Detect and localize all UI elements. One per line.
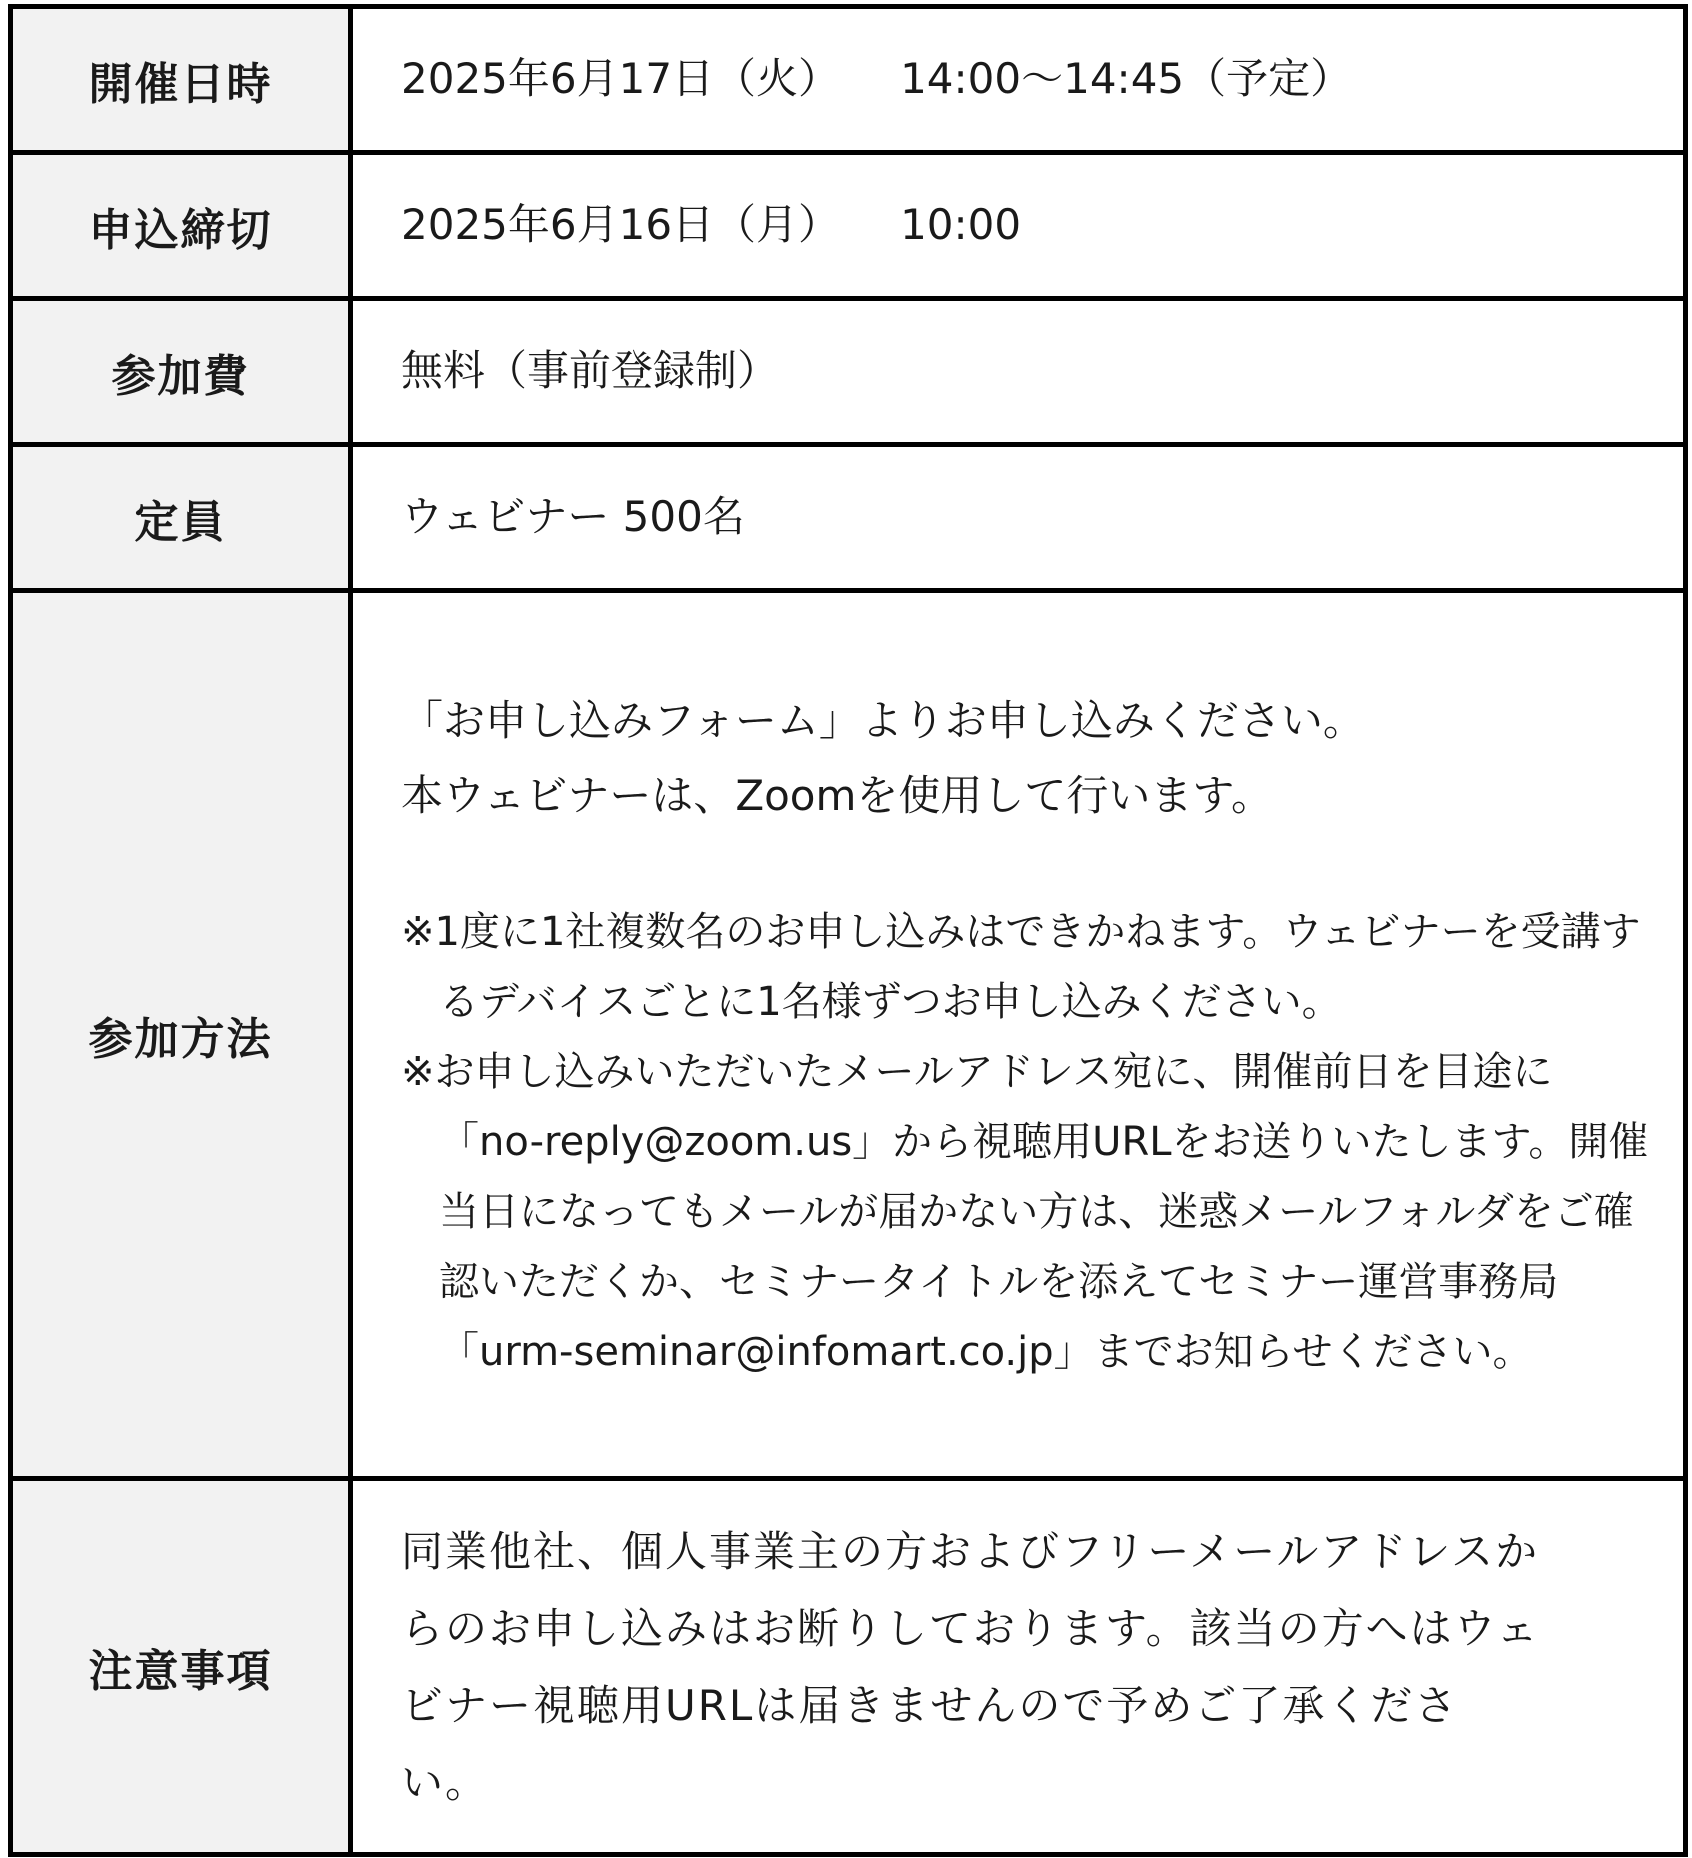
event-time: 14:00～14:45（予定）	[900, 54, 1353, 104]
row-notice	[11, 1479, 1686, 1855]
value-notice	[351, 1479, 1686, 1855]
deadline-time: 10:00	[900, 200, 1022, 250]
label-notice: 注意事項	[11, 1479, 351, 1855]
row-fee	[11, 299, 1686, 445]
notice-text: 同業他社、個人事業主の方およびフリーメールアドレスからのお申し込みはお断りしております。該当の方へはウェビナー視聴用URLは届きませんので予めご了承ください。	[401, 1526, 1540, 1807]
label-date: 開催日時	[11, 7, 351, 153]
row-method	[11, 591, 1686, 1479]
label-deadline: 申込締切	[11, 153, 351, 299]
method-intro-1: 「お申し込みフォーム」よりお申し込みください。	[401, 695, 1365, 745]
value-fee	[351, 299, 1686, 445]
fee-text: 無料（事前登録制）	[401, 346, 780, 396]
deadline-date: 2025年6月16日（月）	[401, 200, 841, 250]
event-date: 2025年6月17日（火）	[401, 54, 841, 104]
value-capacity	[351, 445, 1686, 591]
row-date	[11, 7, 1686, 153]
value-date	[351, 7, 1686, 153]
row-deadline	[11, 153, 1686, 299]
seminar-info-table	[8, 4, 1688, 1857]
value-method	[351, 591, 1686, 1479]
row-capacity	[11, 445, 1686, 591]
value-deadline	[351, 153, 1686, 299]
label-fee: 参加費	[11, 299, 351, 445]
label-capacity: 定員	[11, 445, 351, 591]
capacity-text: ウェビナー 500名	[401, 492, 745, 542]
method-note-2: ※お申し込みいただいたメールアドレス宛に、開催前日を目途に「no-reply@zoom.us」から視聴用URLをお送りいたします。開催当日になってもメールが届かない方は、迷惑メールフォルダをご確認いただくか、セミナータイトルを添えてセミナー運営事務局「urm-seminar@infomart.co.jp」までお知らせください。	[401, 1048, 1649, 1375]
method-note-1: ※1度に1社複数名のお申し込みはできかねます。ウェビナーを受講するデバイスごとに1名様ずつお申し込みください。	[401, 908, 1641, 1025]
method-intro-2: 本ウェビナーは、Zoomを使用して行います。	[401, 770, 1274, 820]
label-method: 参加方法	[11, 591, 351, 1479]
